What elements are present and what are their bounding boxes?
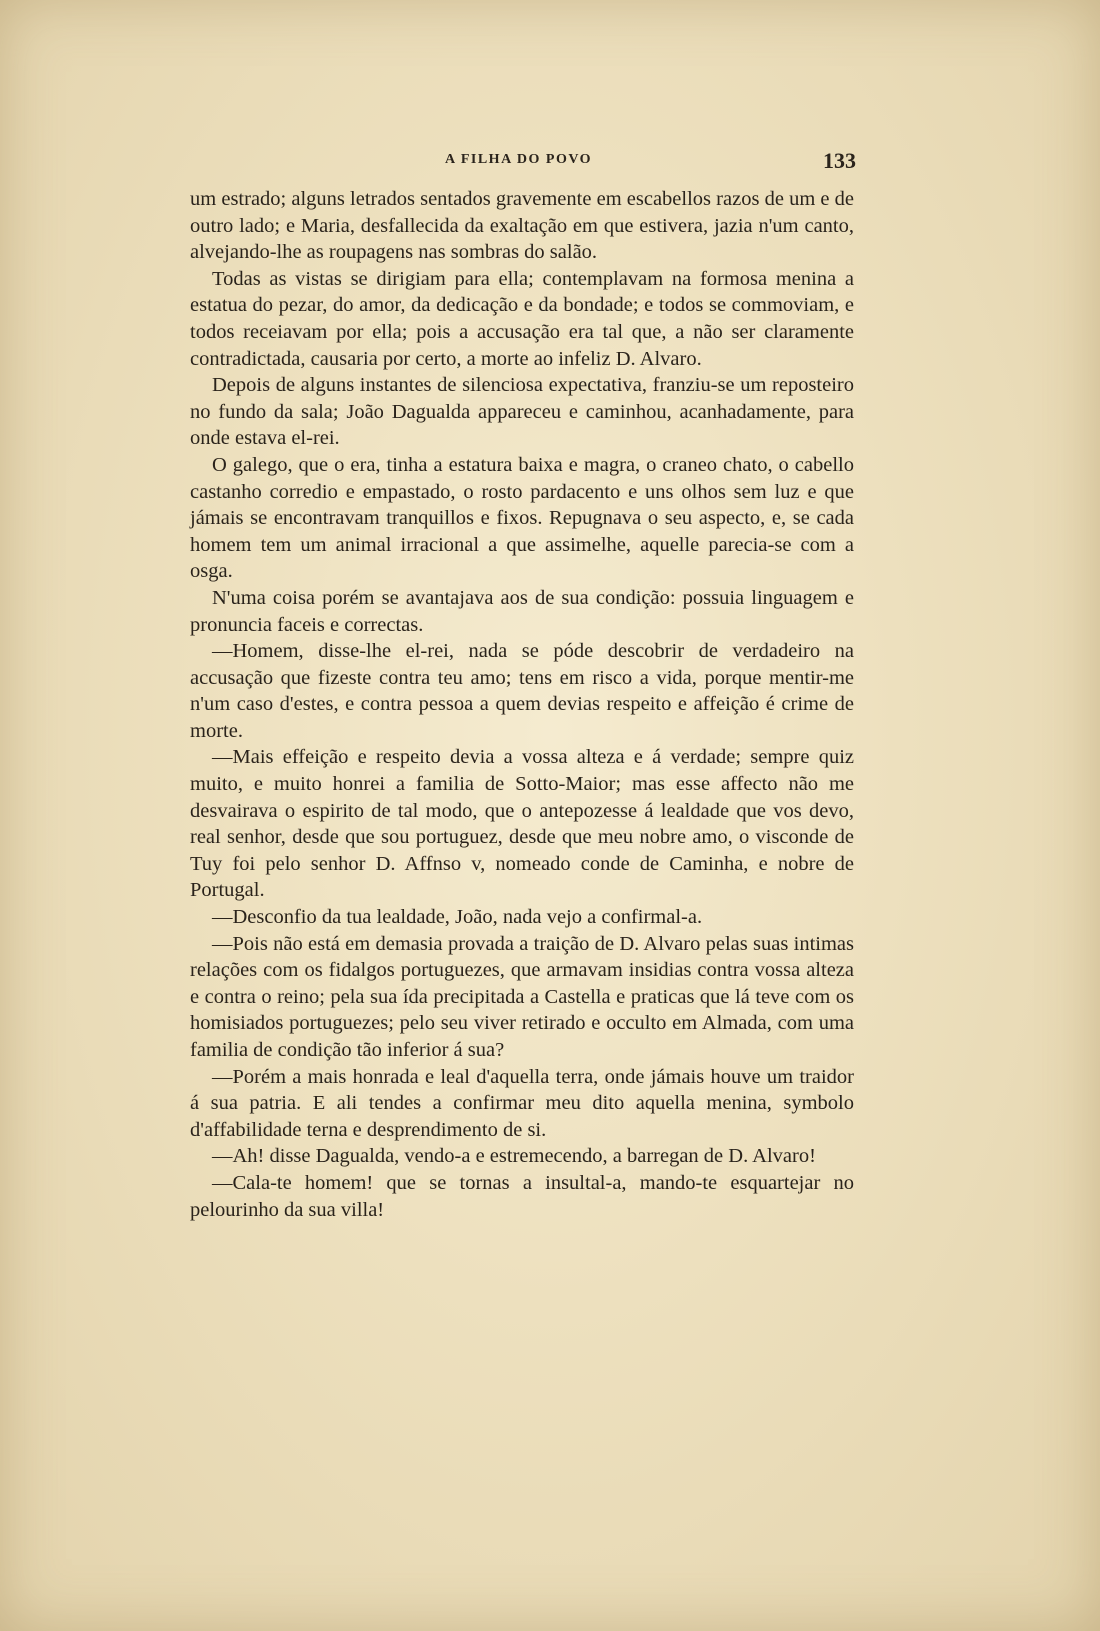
page-number: 133 <box>823 148 856 173</box>
paragraph-4: O galego, que o era, tinha a estatura baixa e magra, o craneo chato, o cabello castanho corredio e empastado, o rosto pardacento e uns olhos sem luz e que jámais se encontravam tranquillos e fixos. Repugnava o seu aspecto, e, se cada homem tem um animal irracional a que assimelhe, aquelle parecia-se com a osga. <box>190 453 854 583</box>
body-text <box>190 186 854 1223</box>
page-header <box>190 148 858 176</box>
paragraph-5: N'uma coisa porém se avantajava aos de sua condição: possuia linguagem e pronuncia faceis e correctas. <box>190 586 854 636</box>
paragraph-9: —Pois não está em demasia provada a traição de D. Alvaro pelas suas intimas relações com os fidalgos portuguezes, que armavam insidias contra vossa alteza e contra o reino; pela sua ída precipitada a Castella e praticas que lá teve com os homisiados portuguezes; pelo seu viver retirado e occulto em Almada, com uma familia de condição tão inferior á sua? <box>190 932 854 1061</box>
running-title: A FILHA DO POVO <box>445 152 593 167</box>
paragraph-7: —Mais effeição e respeito devia a vossa alteza e á verdade; sempre quiz muito, e muito honrei a familia de Sotto-Maior; mas esse affecto não me desvairava o espirito de tal modo, que o antepozesse á lealdade que vos devo, real senhor, desde que sou portuguez, desde que meu nobre amo, o visconde de Tuy foi pelo senhor D. Affnso v, nomeado conde de Caminha, e nobre de Portugal. <box>190 746 854 902</box>
paragraph-3: Depois de alguns instantes de silenciosa expectativa, franziu-se um reposteiro no fundo da sala; João Dagualda appareceu e caminhou, acanhadamente, para onde estava el-rei. <box>190 374 854 450</box>
paragraph-8: —Desconfio da tua lealdade, João, nada vejo a confirmal-a. <box>212 906 703 929</box>
paragraph-10: —Porém a mais honrada e leal d'aquella terra, onde jámais houve um traidor á sua patria. E ali tendes a confirmar meu dito aquella menina, symbolo d'affabilidade terna e desprendimento de si. <box>190 1065 854 1141</box>
paragraph-2: Todas as vistas se dirigiam para ella; contemplavam na formosa menina a estatua do pezar, do amor, da dedicação e da bondade; e todos se commoviam, e todos receiavam por ella; pois a accusação era tal que, a não ser claramente contradictada, causaria por certo, a morte ao infeliz D. Alvaro. <box>190 267 854 370</box>
paragraph-1: um estrado; alguns letrados sentados gravemente em escabellos razos de um e de outro lado; e Maria, desfallecida da exaltação em que estivera, jazia n'um canto, alvejando-lhe as roupagens nas sombras do salão. <box>190 188 854 264</box>
paragraph-6: —Homem, disse-lhe el-rei, nada se póde descobrir de verdadeiro na accusação que fizeste contra teu amo; tens em risco a vida, porque mentir-me n'um caso d'estes, e contra pessoa a quem devias respeito e affeição é crime de morte. <box>190 640 854 742</box>
paragraph-11: —Ah! disse Dagualda, vendo-a e estremecendo, a barregan de D. Alvaro! <box>212 1145 816 1168</box>
paragraph-12: —Cala-te homem! que se tornas a insultal-a, mando-te esquartejar no pelourinho da sua villa! <box>190 1171 854 1221</box>
